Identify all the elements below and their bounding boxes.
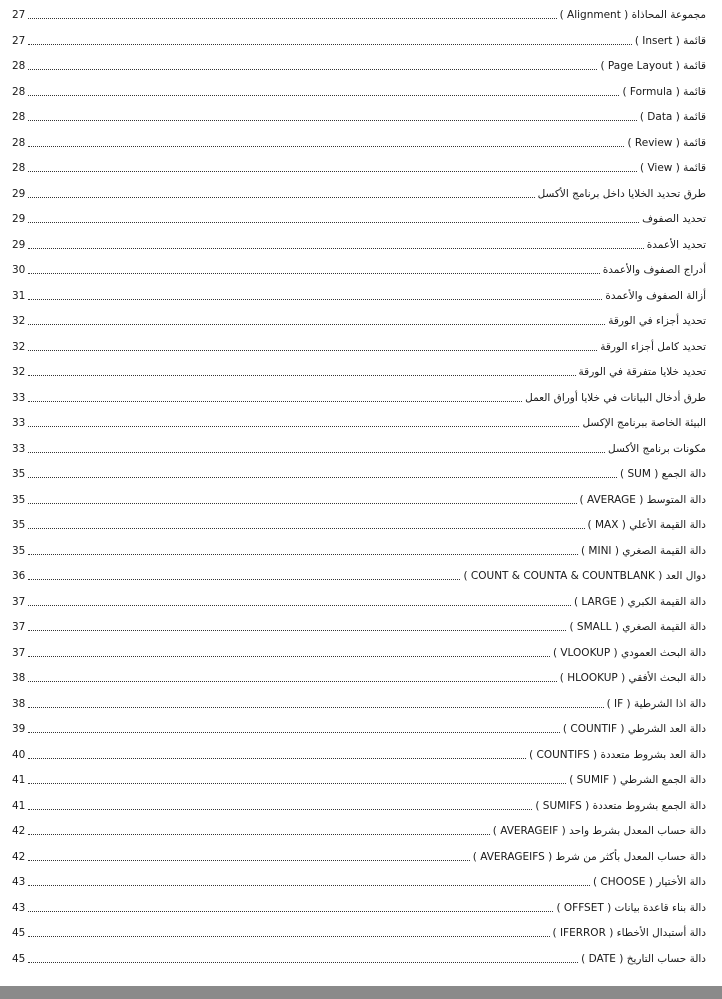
toc-entry[interactable]	[12, 462, 706, 482]
toc-entry-title: قائمة ( Insert )	[634, 34, 706, 47]
toc-entry-title: دالة حساب المعدل بأكثر من شرط ( AVERAGEIFS )	[472, 850, 706, 863]
toc-entry-page-number: 38	[12, 672, 26, 684]
toc-entry[interactable]	[12, 29, 706, 49]
toc-entry-page-number: 37	[12, 621, 26, 633]
toc-entry-page-number: 45	[12, 952, 26, 965]
toc-entry-page-number: 29	[12, 187, 26, 200]
toc-entry-title: دالة القيمة الصغري ( MINI )	[580, 544, 706, 557]
toc-entry[interactable]	[12, 284, 706, 304]
toc-dot-leader	[28, 324, 605, 325]
toc-entry-page-number: 32	[12, 366, 26, 378]
toc-entry-page-number: 28	[12, 60, 26, 72]
toc-entry-page-number: 45	[12, 927, 26, 939]
toc-dot-leader	[28, 44, 631, 45]
toc-dot-leader	[28, 707, 603, 708]
toc-entry-title: دالة البحث الأفقي ( HLOOKUP )	[559, 672, 706, 684]
toc-entry[interactable]	[12, 794, 706, 814]
toc-entry[interactable]	[12, 309, 706, 329]
toc-entry-page-number: 41	[12, 774, 26, 786]
toc-entry[interactable]	[12, 131, 706, 151]
toc-entry-title: قائمة ( Data )	[639, 111, 706, 123]
toc-entry-page-number: 30	[12, 264, 26, 276]
toc-entry-title: دالة القيمة الصغري ( SMALL )	[569, 621, 706, 633]
toc-entry-title: طرق أدخال البيانات في خلايا أوراق العمل	[525, 391, 706, 404]
toc-dot-leader	[28, 120, 636, 121]
toc-dot-leader	[28, 95, 619, 96]
toc-entry-title: قائمة ( Review )	[627, 136, 706, 149]
toc-dot-leader	[28, 18, 556, 19]
toc-dot-leader	[28, 732, 560, 733]
toc-entry-page-number: 37	[12, 595, 26, 608]
toc-dot-leader	[28, 962, 578, 963]
toc-entry-title: مجموعة المحاذاة ( Alignment )	[559, 9, 706, 21]
toc-entry[interactable]	[12, 360, 706, 380]
toc-dot-leader	[28, 936, 549, 937]
toc-entry[interactable]	[12, 692, 706, 712]
toc-dot-leader	[28, 554, 578, 555]
toc-entry[interactable]	[12, 947, 706, 967]
toc-entry-title: مكونات برنامج الأكسل	[608, 442, 706, 455]
toc-entry[interactable]	[12, 488, 706, 508]
toc-entry[interactable]	[12, 564, 706, 584]
toc-entry-page-number: 28	[12, 85, 26, 98]
toc-entry[interactable]	[12, 717, 706, 737]
toc-entry-page-number: 42	[12, 850, 26, 863]
toc-entry-page-number: 32	[12, 340, 26, 353]
toc-dot-leader	[28, 860, 469, 861]
toc-dot-leader	[28, 273, 599, 274]
toc-entry[interactable]	[12, 54, 706, 74]
toc-entry-title: أزالة الصفوف والأعمدة	[605, 289, 706, 302]
toc-entry-page-number: 42	[12, 825, 26, 837]
toc-entry[interactable]	[12, 437, 706, 457]
toc-entry-page-number: 36	[12, 570, 26, 582]
toc-entry-title: دالة الجمع ( SUM )	[620, 468, 706, 480]
toc-entry-title: دالة الجمع الشرطي ( SUMIF )	[569, 774, 706, 786]
toc-entry-page-number: 40	[12, 748, 26, 761]
toc-entry[interactable]	[12, 182, 706, 202]
toc-dot-leader	[28, 248, 643, 249]
toc-entry-title: دالة بناء قاعدة بيانات ( OFFSET )	[556, 901, 706, 914]
toc-entry[interactable]	[12, 207, 706, 227]
toc-entry-title: قائمة ( Page Layout )	[600, 60, 706, 72]
toc-entry-title: دالة البحث العمودي ( VLOOKUP )	[552, 646, 706, 659]
toc-dot-leader	[28, 401, 522, 402]
toc-entry-page-number: 28	[12, 111, 26, 123]
toc-entry[interactable]	[12, 590, 706, 610]
toc-dot-leader	[28, 197, 534, 198]
toc-entry-title: تحديد خلايا متفرقة في الورقة	[578, 366, 706, 378]
toc-entry-page-number: 35	[12, 493, 26, 506]
toc-entry-page-number: 33	[12, 417, 26, 429]
toc-entry-page-number: 29	[12, 238, 26, 251]
toc-entry[interactable]	[12, 615, 706, 635]
toc-entry-page-number: 37	[12, 646, 26, 659]
toc-dot-leader	[28, 528, 584, 529]
toc-dot-leader	[28, 579, 460, 580]
toc-dot-leader	[28, 809, 532, 810]
toc-entry-title: طرق تحديد الخلايا داخل برنامج الأكسل	[537, 187, 706, 200]
toc-dot-leader	[28, 477, 617, 478]
toc-dot-leader	[28, 299, 602, 300]
toc-dot-leader	[28, 630, 566, 631]
toc-entry[interactable]	[12, 3, 706, 23]
toc-dot-leader	[28, 783, 566, 784]
toc-entry-page-number: 29	[12, 213, 26, 225]
toc-entry[interactable]	[12, 335, 706, 355]
toc-entry[interactable]	[12, 641, 706, 661]
toc-entry-page-number: 43	[12, 901, 26, 914]
toc-entry-title: دالة اذا الشرطية ( IF )	[606, 697, 706, 710]
toc-entry-title: دالة الأختيار ( CHOOSE )	[592, 876, 706, 888]
toc-dot-leader	[28, 885, 590, 886]
toc-entry-title: دالة القيمة الكبري ( LARGE )	[573, 595, 706, 608]
toc-entry-title: أدراج الصفوف والأعمدة	[602, 264, 706, 276]
toc-dot-leader	[28, 605, 571, 606]
toc-entry-page-number: 35	[12, 468, 26, 480]
toc-entry-page-number: 31	[12, 289, 26, 302]
toc-entry-title: دالة العد الشرطي ( COUNTIF )	[562, 723, 706, 735]
page-bottom-bar	[0, 986, 722, 999]
toc-dot-leader	[28, 452, 605, 453]
toc-entry-title: دالة حساب التاريخ ( DATE )	[581, 952, 706, 965]
toc-entry[interactable]	[12, 513, 706, 533]
toc-entry[interactable]	[12, 386, 706, 406]
toc-entry-title: دالة القيمة الأعلي ( MAX )	[587, 519, 706, 531]
toc-entry-page-number: 38	[12, 697, 26, 710]
toc-entry-page-number: 28	[12, 162, 26, 174]
toc-entry-page-number: 35	[12, 544, 26, 557]
toc-entry[interactable]	[12, 233, 706, 253]
toc-entry[interactable]	[12, 156, 706, 176]
toc-dot-leader	[28, 834, 489, 835]
toc-entry-title: تحديد أجزاء في الورقة	[608, 315, 706, 327]
toc-entry-title: البيئة الخاصة ببرنامج الإكسل	[582, 417, 706, 429]
toc-dot-leader	[28, 426, 579, 427]
toc-entry[interactable]	[12, 768, 706, 788]
toc-entry-page-number: 28	[12, 136, 26, 149]
toc-entry[interactable]	[12, 258, 706, 278]
toc-entry-title: دوال العد ( COUNT & COUNTA & COUNTBLANK )	[463, 570, 706, 582]
toc-entry-title: دالة أستبدال الأخطاء ( IFERROR )	[552, 927, 706, 939]
toc-dot-leader	[28, 911, 553, 912]
toc-dot-leader	[28, 171, 637, 172]
toc-entry-title: دالة الجمع بشروط متعددة ( SUMIFS )	[535, 799, 706, 812]
toc-entry-page-number: 27	[12, 9, 26, 21]
toc-entry-title: قائمة ( Formula )	[622, 85, 706, 98]
toc-entry[interactable]	[12, 921, 706, 941]
toc-entry-page-number: 43	[12, 876, 26, 888]
toc-dot-leader	[28, 146, 624, 147]
toc-dot-leader	[28, 656, 550, 657]
toc-dot-leader	[28, 222, 639, 223]
toc-entry[interactable]	[12, 80, 706, 100]
toc-entry[interactable]	[12, 105, 706, 125]
toc-entry-page-number: 33	[12, 442, 26, 455]
toc-entry-title: قائمة ( View )	[640, 162, 706, 174]
toc-entry-title: دالة حساب المعدل بشرط واحد ( AVERAGEIF )	[492, 825, 706, 837]
toc-entry-page-number: 41	[12, 799, 26, 812]
toc-dot-leader	[28, 681, 556, 682]
toc-entry-title: دالة المتوسط ( AVERAGE )	[579, 493, 706, 506]
toc-entry-title: دالة العد بشروط متعددة ( COUNTIFS )	[529, 748, 706, 761]
toc-entry[interactable]	[12, 870, 706, 890]
toc-entry[interactable]	[12, 743, 706, 763]
toc-entry[interactable]	[12, 539, 706, 559]
toc-entry-title: تحديد الأعمدة	[646, 238, 706, 251]
toc-dot-leader	[28, 503, 576, 504]
toc-entry[interactable]	[12, 896, 706, 916]
toc-entry-page-number: 27	[12, 34, 26, 47]
toc-entry[interactable]	[12, 666, 706, 686]
toc-entry[interactable]	[12, 845, 706, 865]
toc-dot-leader	[28, 758, 526, 759]
toc-dot-leader	[28, 375, 575, 376]
toc-entry-page-number: 33	[12, 391, 26, 404]
toc-entry-page-number: 35	[12, 519, 26, 531]
toc-entry-title: تحديد الصفوف	[642, 213, 706, 225]
toc-dot-leader	[28, 350, 597, 351]
toc-entry[interactable]	[12, 411, 706, 431]
toc-entry-page-number: 39	[12, 723, 26, 735]
toc-entry[interactable]	[12, 819, 706, 839]
toc-dot-leader	[28, 69, 597, 70]
toc-entry-title: تحديد كامل أجزاء الورقة	[600, 340, 706, 353]
toc-entry-page-number: 32	[12, 315, 26, 327]
